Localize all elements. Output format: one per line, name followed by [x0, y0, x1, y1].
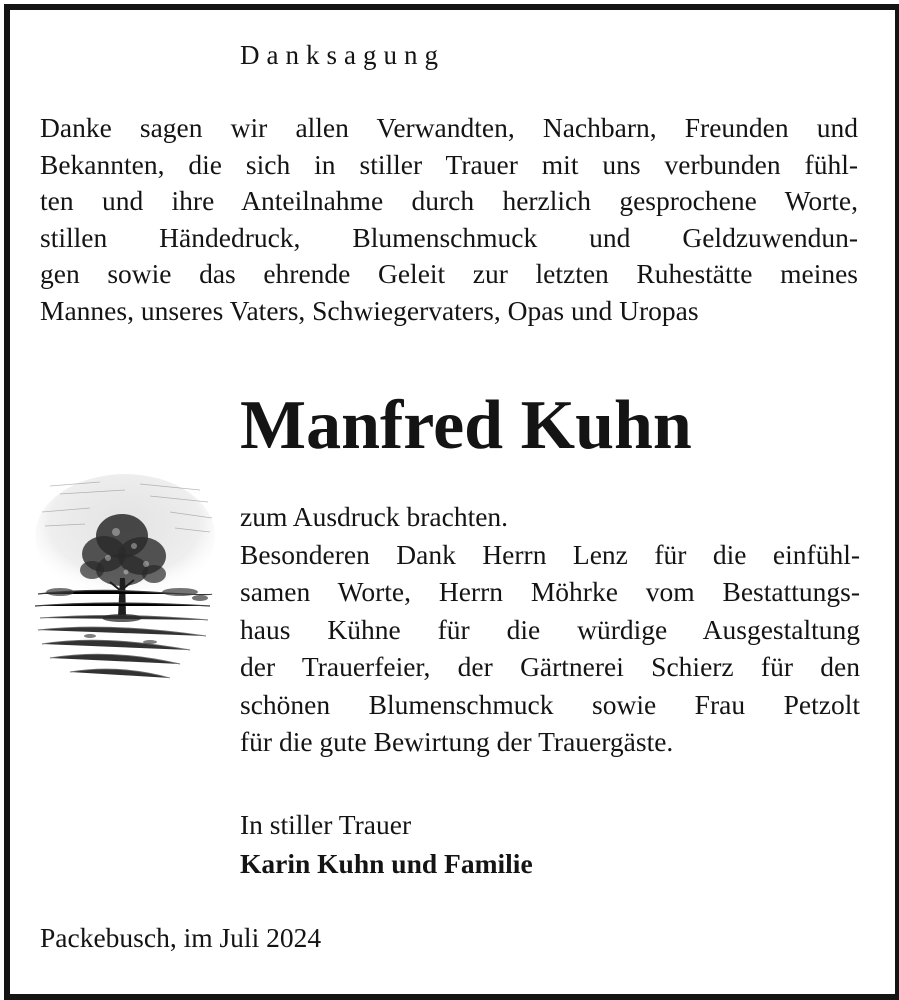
body-line: haus Kühne für die würdige Ausgestaltung [240, 613, 860, 645]
body-line: zum Ausdruck brachten. [240, 501, 509, 532]
place-date: Packebusch, im Juli 2024 [40, 922, 322, 953]
body-line: samen Worte, Herrn Möhrke vom Bestattungs- [240, 576, 860, 607]
deceased-name: Manfred Kuhn [240, 387, 692, 464]
intro-line: stillen Händedruck, Blumenschmuck und Geldzuwendun- [40, 221, 858, 253]
intro-paragraph [40, 110, 858, 329]
intro-line: Bekannten, die sich in stiller Trauer mit uns verbunden fühl- [40, 148, 858, 180]
intro-line: ten und ihre Anteilnahme durch herzlich gesprochene Worte, [40, 185, 858, 216]
body-line: Besonderen Dank Herrn Lenz für die einfühl- [240, 538, 860, 570]
body-line: für die gute Bewirtung der Trauergäste. [240, 726, 674, 757]
body-line: schönen Blumenschmuck sowie Frau Petzolt [240, 688, 860, 720]
signature-family: Karin Kuhn und Familie [240, 848, 533, 879]
intro-line: Danke sagen wir allen Verwandten, Nachbarn, Freunden und [40, 112, 858, 143]
intro-line: gen sowie das ehrende Geleit zur letzten Ruhestätte meines [40, 258, 858, 289]
signature-block [240, 805, 533, 883]
intro-line: Mannes, unseres Vaters, Schwiegervaters, Opas und Uropas [40, 294, 699, 326]
thanks-paragraph [240, 498, 860, 761]
notice-heading: Danksagung [240, 40, 445, 70]
signature-intro: In stiller Trauer [240, 809, 412, 840]
tree-landscape-illustration [30, 466, 215, 691]
body-line: der Trauerfeier, der Gärtnerei Schierz für den [240, 651, 860, 682]
